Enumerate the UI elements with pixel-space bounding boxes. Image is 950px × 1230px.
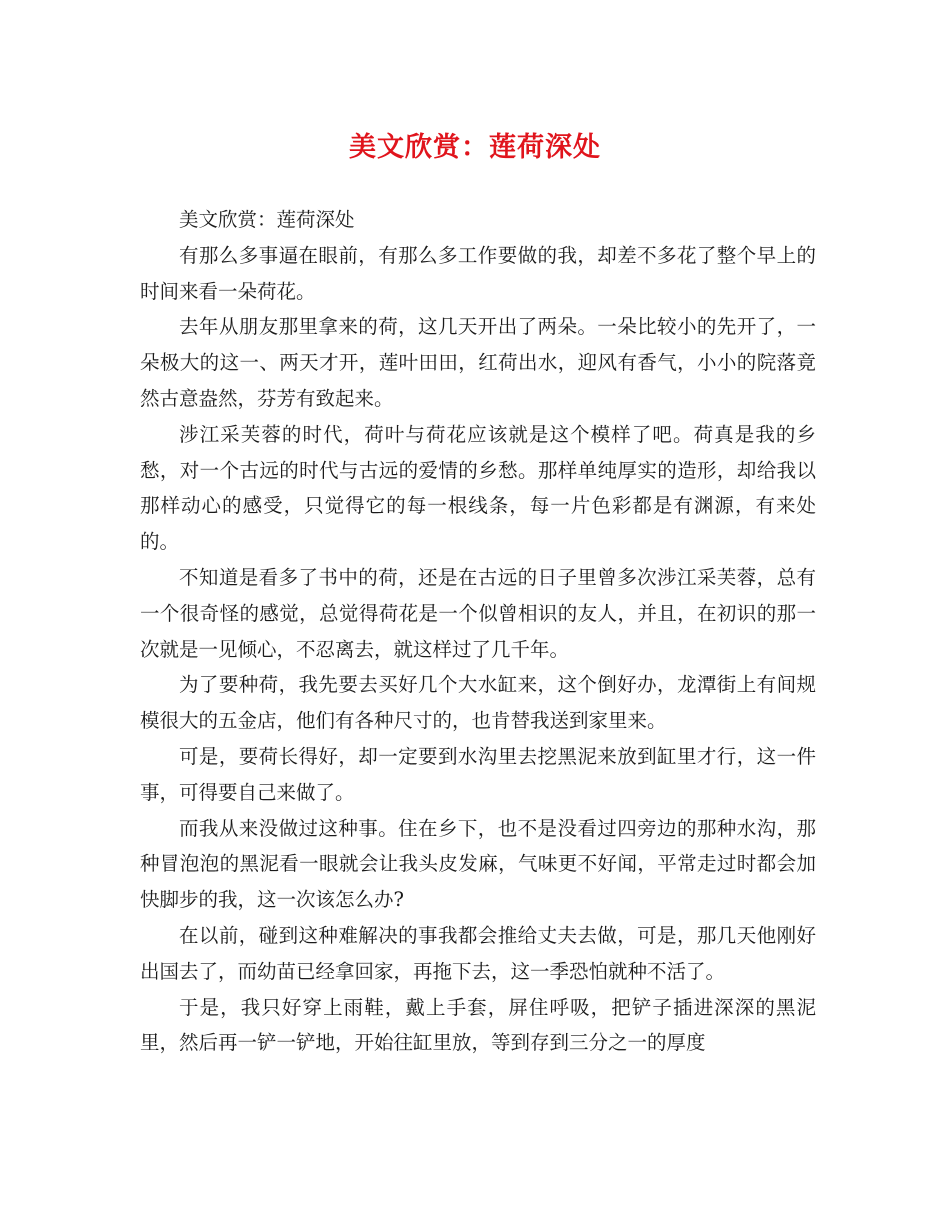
paragraph: 可是，要荷长得好，却一定要到水沟里去挖黑泥来放到缸里才行，这一件事，可得要自己来做了。 (140, 744, 816, 804)
paragraph: 涉江采芙蓉的时代，荷叶与荷花应该就是这个模样了吧。荷真是我的乡愁，对一个古远的时代与古远的爱情的乡愁。那样单纯厚实的造形，却给我以那样动心的感受，只觉得它的每一根线条，每一片色彩都是有渊源，有来处的。 (140, 422, 816, 554)
paragraph: 为了要种荷，我先要去买好几个大水缸来，这个倒好办，龙潭街上有间规模很大的五金店，他们有各种尺寸的，也肯替我送到家里来。 (140, 673, 816, 733)
document-title: 美文欣赏：莲荷深处 (349, 132, 601, 163)
paragraph: 有那么多事逼在眼前，有那么多工作要做的我，却差不多花了整个早上的时间来看一朵荷花。 (140, 243, 816, 303)
document-body (140, 202, 816, 1061)
paragraph: 于是，我只好穿上雨鞋，戴上手套，屏住呼吸，把铲子插进深深的黑泥里，然后再一铲一铲地，开始往缸里放，等到存到三分之一的厚度 (140, 995, 816, 1055)
paragraph: 不知道是看多了书中的荷，还是在古远的日子里曾多次涉江采芙蓉，总有一个很奇怪的感觉，总觉得荷花是一个似曾相识的友人，并且，在初识的那一次就是一见倾心，不忍离去，就这样过了几千年。 (140, 565, 816, 661)
paragraph: 去年从朋友那里拿来的荷，这几天开出了两朵。一朵比较小的先开了，一朵极大的这一、两天才开，莲叶田田，红荷出水，迎风有香气，小小的院落竟然古意盎然，芬芳有致起来。 (140, 315, 816, 410)
paragraph: 而我从来没做过这种事。住在乡下，也不是没看过四旁边的那种水沟，那种冒泡泡的黑泥看一眼就会让我头皮发麻，气味更不好闻，平常走过时都会加快脚步的我，这一次该怎么办? (140, 816, 816, 912)
paragraph: 美文欣赏：莲荷深处 (179, 208, 355, 231)
paragraph: 在以前，碰到这种难解决的事我都会推给丈夫去做，可是，那几天他刚好出国去了，而幼苗已经拿回家，再拖下去，这一季恐怕就种不活了。 (140, 923, 816, 983)
